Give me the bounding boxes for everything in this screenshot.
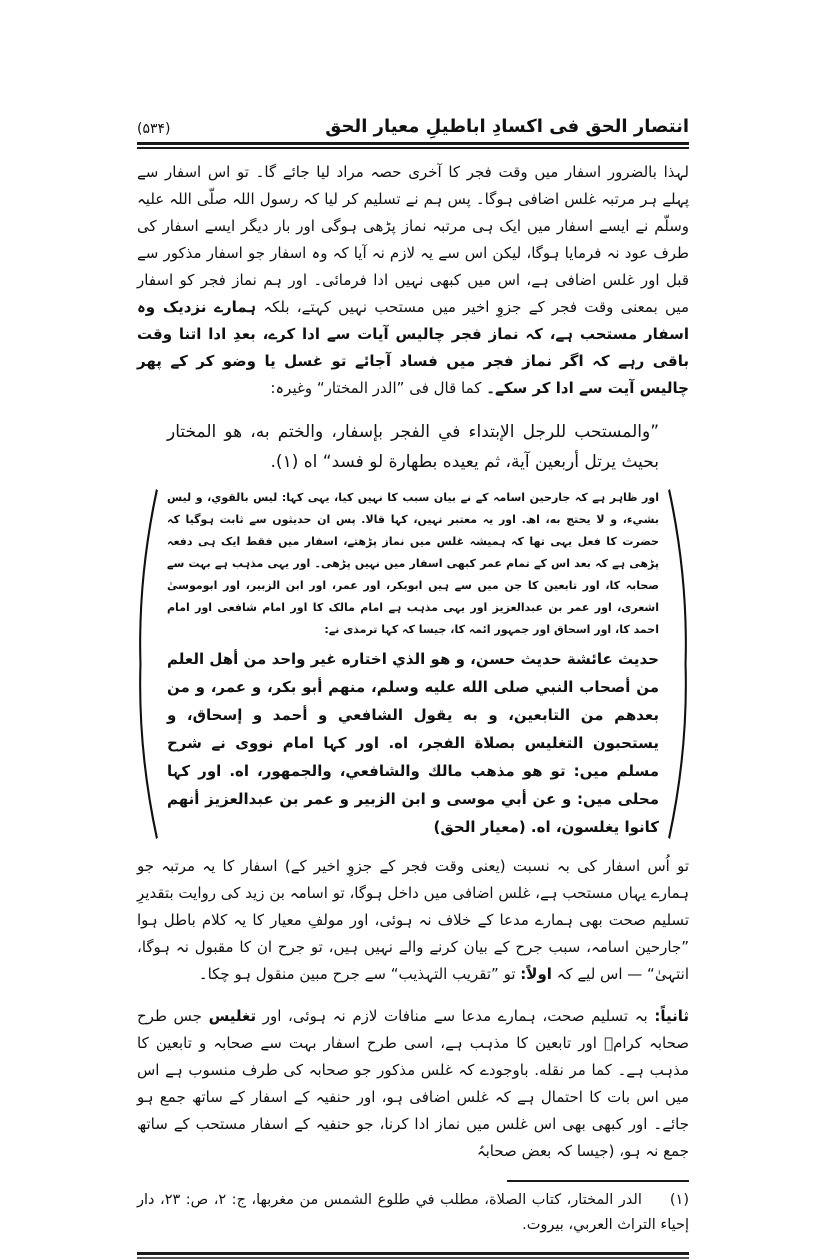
gloss-arabic-text [167,645,659,841]
gloss-body [163,485,663,843]
gloss-urdu-text: اور ظاہر ہے کہ جارحین اسامہ کے نے بیان سبب کا نہیں کیا، یہی کہا: لیس بالقوي، و لیس بشيء، و لا یحتج به، اھ. اور یہ معتبر نہیں، کہا قالا. پس ان حدیثوں سے ثابت ہوگیا کہ حضرت کا فعل یہی تھا کہ ہمیشہ غلس میں نماز پڑھتے، اسفار میں فقط ایک ہی دفعہ پڑھی ہے کہ بعد اس کے تمام عمر کبھی اسفار میں نہیں پڑھی۔ اور یہی مذہب ہے بہت سے صحابہ کا، اور تابعین کا جن میں سے ہیں ابوبکر، اور عمر، اور ابن الزبیر، اور ابوموسیٰ اشعری، اور عمر بن عبدالعزیز اور یہی مذہب ہے امام مالک کا اور امام شافعی اور امام احمد کا، اور اسحاق اور جمہور ائمہ کا، جیسا کہ کہا ترمذی نے: [167,491,659,636]
header-rule [137,142,689,149]
book-title: انتصار الحق فی اکسادِ اباطیلِ معیار الحق [325,116,689,137]
brace-right-icon [663,485,689,843]
footnote-marker: (١) [669,1192,689,1208]
paragraph-1: لہذا بالضرور اسفار میں وقت فجر کا آخری حصہ مراد لیا جائے گا۔ تو اس اسفار سے پہلے ہر مرتبہ غلس اضافی ہوگا۔ پس ہم نے تسلیم کر لیا کہ رسول اللہ صلّی اللہ علیہ وسلّم نے ایسے اسفار میں ایک ہی مرتبہ نماز پڑھی ہوگی اور بار دیگر ایسے اسفار کی طرف عود نہ فرمایا ہوگا، لیکن اس سے یہ لازم نہ آیا کہ وہ اسفار جو اسفار مذکور سے قبل اور غلس اضافی ہے، اس میں کبھی نہیں ادا فرمائی۔ اور ہم نماز فجر کو اسفار میں بمعنی وقت فجر کے جزوِ اخیر میں مستحب نہیں کہتے، بلکہ ہمارے نزدیک وہ اسفار مستحب ہے، کہ نماز فجر چالیس آیات سے ادا کرے، بعدِ ادا اتنا وقت باقی رہے کہ اگر نماز فجر میں فساد آجائے تو غسل یا وضو کر کے پھر چالیس آیت سے ادا کر سکے۔ کما قال فی ”الدر المختار“ وغیرہ: [137,163,689,397]
brace-left-icon [137,485,163,843]
footer-rule [137,1252,689,1259]
footnote-text: الدر المختار، كتاب الصلاة، مطلب في طلوع الشمس من مغربها، ج: ٢، ص: ٢٣، دار إحياء التراث العربي، بيروت. [137,1192,689,1233]
gloss-arabic-quote: حديث عائشة حديث حسن، و هو الذي اختاره غير واحد من أهل العلم من أصحاب النبي صلى الله عليه وسلم، منهم أبو بكر، و عمر، و من بعدهم من التابعين، و به يقول الشافعي و أحمد و إسحاق، و يستحبون التغليس بصلاة الفجر، اه. اور کہا امام نووی نے شرح مسلم میں: تو هو مذهب مالك والشافعي، والجمهور، اه. اور کہا محلی میں: و عن أبي موسى و ابن الزبير و عمر بن عبدالعزيز أنهم كانوا يغلسون، اه. [167,650,659,836]
page-number: (۵۳۴) [137,121,171,137]
paragraph-3: تو اُس اسفار کی بہ نسبت (یعنی وقت فجر کے جزوِ اخیر کے) اسفار کا یہ مرتبہ جو ہمارے یہاں مستحب ہے، غلس اضافی میں داخل ہوگا، تو اسامہ بن زید کی روایت بتقدیرِ تسلیم صحت بھی ہمارے مدعا کے خلاف نہ ہوئی، اور مولفِ معیار کا یہ کلام باطل ہوا ”جارحین اسامہ، سبب جرح کے بیان کرنے والے نہیں ہیں، تو جرح ان کا مقبول نہ ہوگا، انتہیٰ“ — اس لیے کہ اولاً: تو ”تقریب التہذیب“ سے جرح مبین منقول ہو چکا۔ [137,857,689,983]
page-header [137,116,689,137]
gloss-attribution: (معيار الحق) [433,818,526,836]
arabic-quote-durr-mukhtar: ”والمستحب للرجل الإبتداء في الفجر بإسفار، والختم به، هو المختار بحيث يرتل أربعين آية، ثم يعيده بطهارة لو فسد“ اه (١). [167,422,659,472]
bracketed-gloss [137,485,689,843]
paragraph-4: ثانیاً: بہ تسلیم صحت، ہمارے مدعا سے منافات لازم نہ ہوئی، اور تغلیس جس طرح صحابہ کرامؓ اور تابعین کا مذہب ہے، اسی طرح اسفار بہت سے صحابہ و تابعین کا مذہب ہے۔ کما مر نقله. باوجودے کہ غلس مذکور جو صحابہ کی طرف منسوب ہے اس میں اس بات کا احتمال ہے کہ غلس اضافی ہو، اور حنفیہ کے اسفار کے ساتھ جمع ہو جائے۔ اور کبھی بھی اس غلس میں نماز ادا کرنا، جو حنفیہ کے اسفار مستحب کے ساتھ جمع نہ ہو، (جیسا کہ بعض صحابہُ [137,1007,689,1160]
footnote-separator [507,1180,689,1182]
footnote-1 [137,1188,689,1238]
